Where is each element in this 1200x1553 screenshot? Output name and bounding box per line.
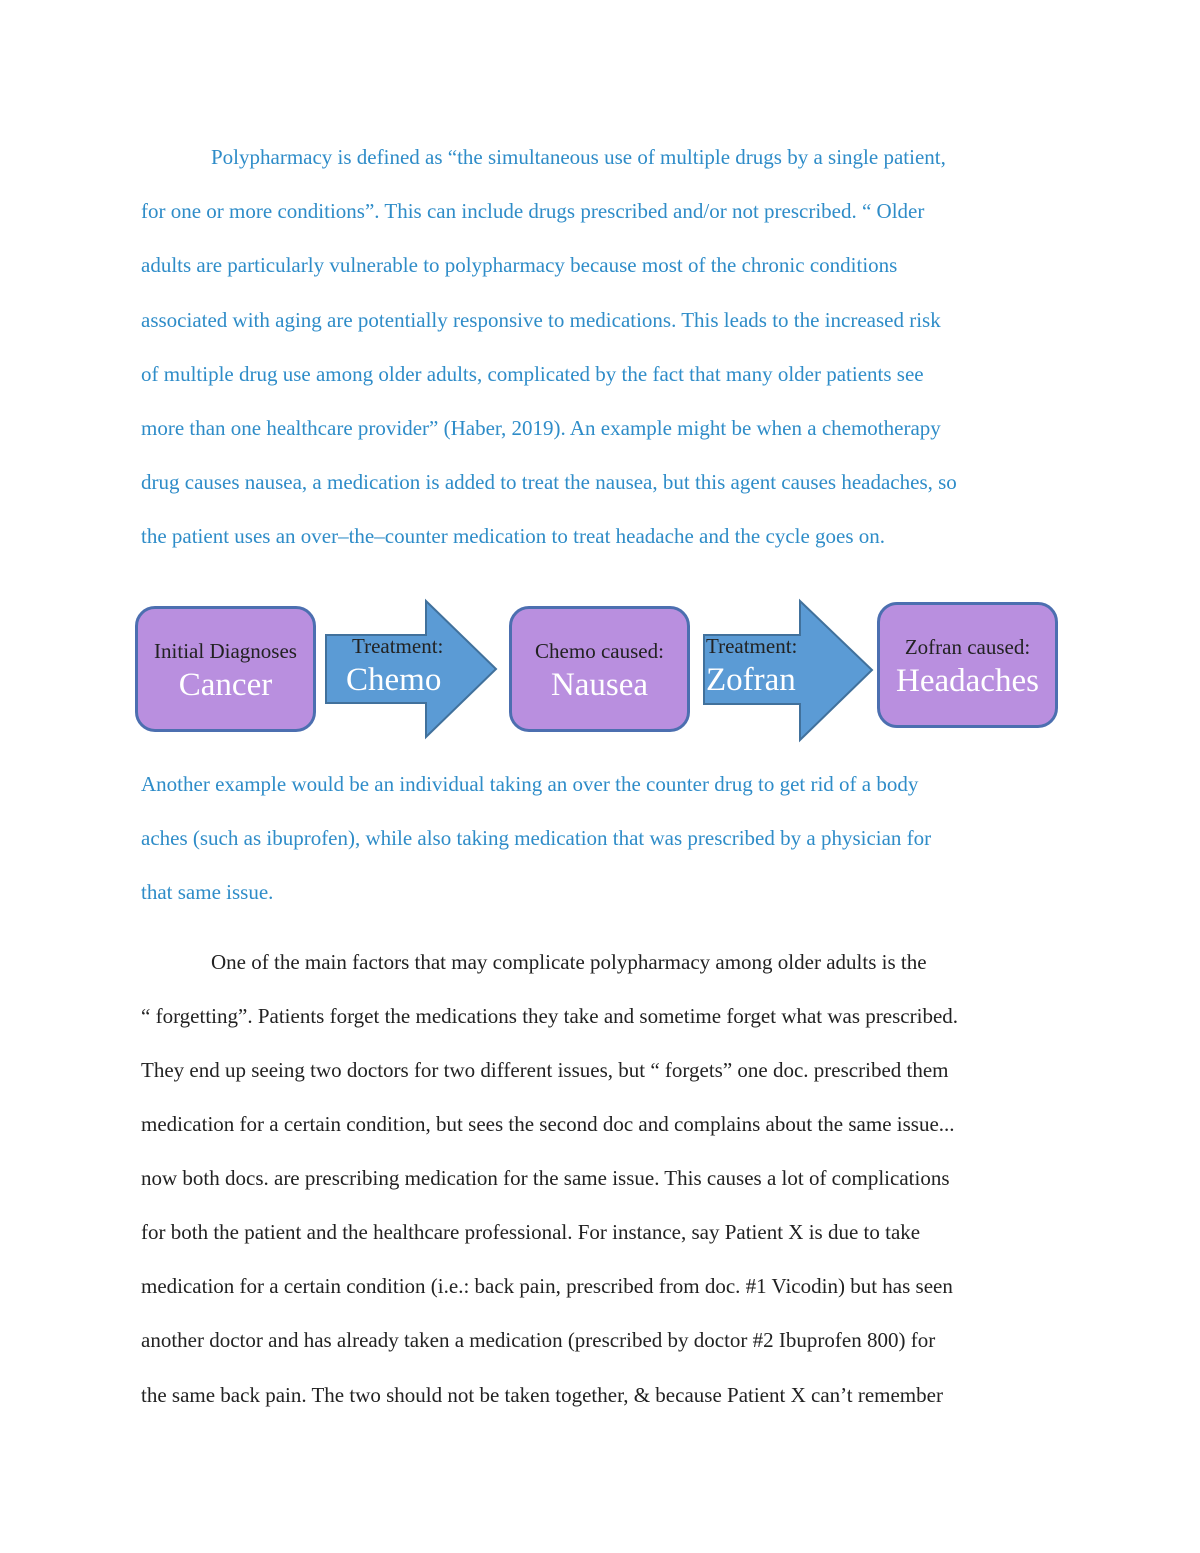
treatment-arrow-1-value: Chemo [346, 662, 442, 698]
paragraph-1-line: adults are particularly vulnerable to polypharmacy because most of the chronic conditions [141, 253, 898, 277]
paragraph-3-line: another doctor and has already taken a medication (prescribed by doctor #2 Ibuprofen 800) for [141, 1328, 936, 1352]
side-effect-box-2-value: Headaches [896, 663, 1039, 699]
treatment-arrow-2-value: Zofran [706, 662, 796, 698]
paragraph-3-line: now both docs. are prescribing medication for the same issue. This causes a lot of complications [141, 1166, 950, 1190]
paragraph-3-line: for both the patient and the healthcare professional. For instance, say Patient X is due to take [141, 1220, 921, 1244]
paragraph-1-line: associated with aging are potentially responsive to medications. This leads to the increased risk [141, 308, 941, 332]
paragraph-1-line: the patient uses an over–the–counter medication to treat headache and the cycle goes on. [141, 524, 886, 548]
diagnosis-box [135, 606, 316, 732]
side-effect-box-2 [877, 602, 1058, 728]
paragraph-1-line: of multiple drug use among older adults, complicated by the fact that many older patients see [141, 362, 924, 386]
side-effect-box-2-label: Zofran caused: [904, 635, 1031, 659]
paragraph-3-line: “ forgetting”. Patients forget the medications they take and sometime forget what was prescribed. [141, 1004, 959, 1028]
treatment-arrow-1 [322, 598, 500, 740]
treatment-arrow-1-label: Treatment: [352, 634, 444, 658]
paragraph-2-line: aches (such as ibuprofen), while also taking medication that was prescribed by a physician for [141, 826, 932, 850]
paragraph-2-line: Another example would be an individual taking an over the counter drug to get rid of a body [141, 772, 919, 796]
paragraph-3-line: medication for a certain condition, but sees the second doc and complains about the same issue... [141, 1112, 955, 1136]
paragraph-2-line: that same issue. [141, 880, 274, 904]
paragraph-1-line: more than one healthcare provider” (Haber, 2019). An example might be when a chemotherapy [141, 416, 941, 440]
paragraph-1-line: drug causes nausea, a medication is added to treat the nausea, but this agent causes headaches, so [141, 470, 957, 494]
paragraph-3-line: They end up seeing two doctors for two different issues, but “ forgets” one doc. prescribed them [141, 1058, 949, 1082]
treatment-arrow-2 [700, 598, 876, 744]
paragraph-1-line: for one or more conditions”. This can include drugs prescribed and/or not prescribed. “ Older [141, 199, 925, 223]
side-effect-box-1-value: Nausea [550, 667, 649, 703]
paragraph-1-line: Polypharmacy is defined as “the simultaneous use of multiple drugs by a single patient, [211, 145, 946, 169]
diagnosis-box-label: Initial Diagnoses [154, 639, 297, 663]
paragraph-3-line: medication for a certain condition (i.e.: back pain, prescribed from doc. #1 Vicodin) but has seen [141, 1274, 953, 1298]
side-effect-box-1 [509, 606, 690, 732]
paragraph-3-line: the same back pain. The two should not be taken together, & because Patient X can’t remember [141, 1383, 943, 1407]
side-effect-box-1-label: Chemo caused: [535, 639, 664, 663]
diagnosis-box-value: Cancer [178, 667, 273, 703]
treatment-arrow-2-label: Treatment: [706, 634, 798, 658]
paragraph-3-line: One of the main factors that may complicate polypharmacy among older adults is the [211, 950, 927, 974]
